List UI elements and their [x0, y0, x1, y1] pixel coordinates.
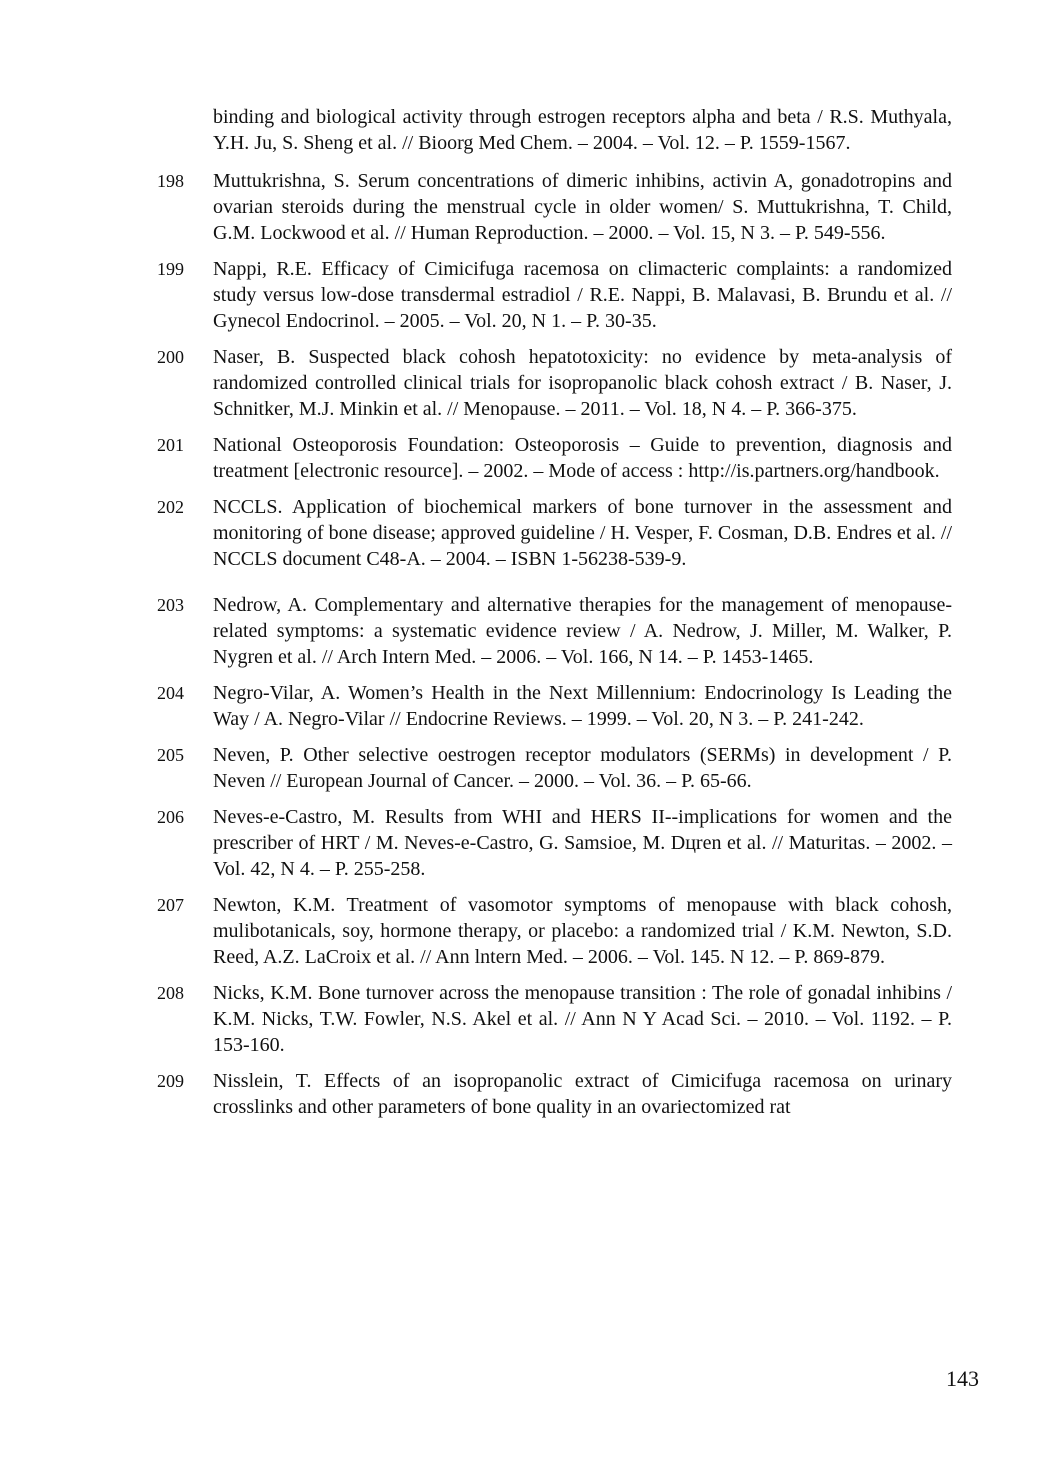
reference-item-204	[157, 680, 952, 732]
reference-item-208	[157, 980, 952, 1058]
reference-number: 198	[157, 171, 184, 191]
reference-list	[157, 104, 952, 1130]
reference-text: Negro-Vilar, A. Women’s Health in the Next Millennium: Endocrinology Is Leading the Way / A. Negro-Vilar // Endocrine Reviews. – 1999. – Vol. 20, N 3. – P. 241-242.	[213, 682, 952, 730]
reference-text: Newton, K.M. Treatment of vasomotor symptoms of menopause with black cohosh, mulibotanicals, soy, hormone therapy, or placebo: a randomized trial / K.M. Newton, S.D. Reed, A.Z. LaCroix et al. // Ann lntern Med. – 2006. – Vol. 145. N 12. – P. 869-879.	[213, 894, 952, 968]
reference-number: 201	[157, 435, 184, 455]
reference-text: Neves-e-Castro, M. Results from WHI and HERS II--implications for women and the prescriber of HRT / M. Neves-e-Castro, G. Samsioe, M. Dцren et al. // Maturitas. – 2002. – Vol. 42, N 4. – P. 255-258.	[213, 806, 952, 880]
reference-number: 209	[157, 1071, 184, 1091]
reference-item-209	[157, 1068, 952, 1120]
page-number: 143	[946, 1366, 979, 1391]
reference-item-200	[157, 344, 952, 422]
reference-number: 208	[157, 983, 184, 1003]
reference-item-207	[157, 892, 952, 970]
reference-text: binding and biological activity through estrogen receptors alpha and beta / R.S. Muthyala, Y.H. Ju, S. Sheng et al. // Bioorg Med Chem. – 2004. – Vol. 12. – P. 1559-1567.	[213, 106, 952, 154]
reference-item-203	[157, 592, 952, 670]
reference-number: 207	[157, 895, 184, 915]
reference-item-198	[157, 168, 952, 246]
reference-text: Neven, P. Other selective oestrogen receptor modulators (SERMs) in development / P. Neven // European Journal of Cancer. – 2000. – Vol. 36. – P. 65-66.	[213, 744, 952, 792]
reference-text: Nedrow, A. Complementary and alternative therapies for the management of menopause-related symptoms: a systematic evidence review / A. Nedrow, J. Miller, M. Walker, P. Nygren et al. // Arch Intern Med. – 2006. – Vol. 166, N 14. – P. 1453-1465.	[213, 594, 952, 668]
reference-item-205	[157, 742, 952, 794]
reference-text: Nappi, R.E. Efficacy of Cimicifuga racemosa on climacteric complaints: a randomized study versus low-dose transdermal estradiol / R.E. Nappi, B. Malavasi, B. Brundu et al. // Gynecol Endocrinol. – 2005. – Vol. 20, N 1. – P. 30-35.	[213, 258, 952, 332]
reference-text: NCCLS. Application of biochemical markers of bone turnover in the assessment and monitoring of bone disease; approved guideline / H. Vesper, F. Cosman, D.B. Endres et al. // NCCLS document C48-A. – 2004. – ISBN 1-56238-539-9.	[213, 496, 952, 570]
reference-number: 204	[157, 683, 184, 703]
reference-text: Nisslein, T. Effects of an isopropanolic extract of Cimicifuga racemosa on urinary crosslinks and other parameters of bone quality in an ovariectomized rat	[213, 1070, 952, 1118]
reference-number: 205	[157, 745, 184, 765]
reference-text: National Osteoporosis Foundation: Osteoporosis – Guide to prevention, diagnosis and treatment [electronic resource]. – 2002. – Mode of access : http://is.partners.org/handbook.	[213, 434, 952, 482]
reference-item-202	[157, 494, 952, 572]
reference-item-201	[157, 432, 952, 484]
reference-item-199	[157, 256, 952, 334]
reference-text: Naser, B. Suspected black cohosh hepatotoxicity: no evidence by meta-analysis of randomized controlled clinical trials for isopropanolic black cohosh extract / B. Naser, J. Schnitker, M.J. Minkin et al. // Menopause. – 2011. – Vol. 18, N 4. – P. 366-375.	[213, 346, 952, 420]
reference-item-continued	[157, 104, 952, 156]
reference-text: Muttukrishna, S. Serum concentrations of dimeric inhibins, activin A, gonadotropins and ovarian steroids during the menstrual cycle in older women/ S. Muttukrishna, T. Child, G.M. Lockwood et al. // Human Reproduction. – 2000. – Vol. 15, N 3. – P. 549-556.	[213, 170, 952, 244]
reference-number: 200	[157, 347, 184, 367]
reference-number: 202	[157, 497, 184, 517]
reference-number: 206	[157, 807, 184, 827]
reference-number: 199	[157, 259, 184, 279]
reference-item-206	[157, 804, 952, 882]
reference-text: Nicks, K.M. Bone turnover across the menopause transition : The role of gonadal inhibins / K.M. Nicks, T.W. Fowler, N.S. Akel et al. // Ann N Y Acad Sci. – 2010. – Vol. 1192. – P. 153-160.	[213, 982, 952, 1056]
reference-number: 203	[157, 595, 184, 615]
